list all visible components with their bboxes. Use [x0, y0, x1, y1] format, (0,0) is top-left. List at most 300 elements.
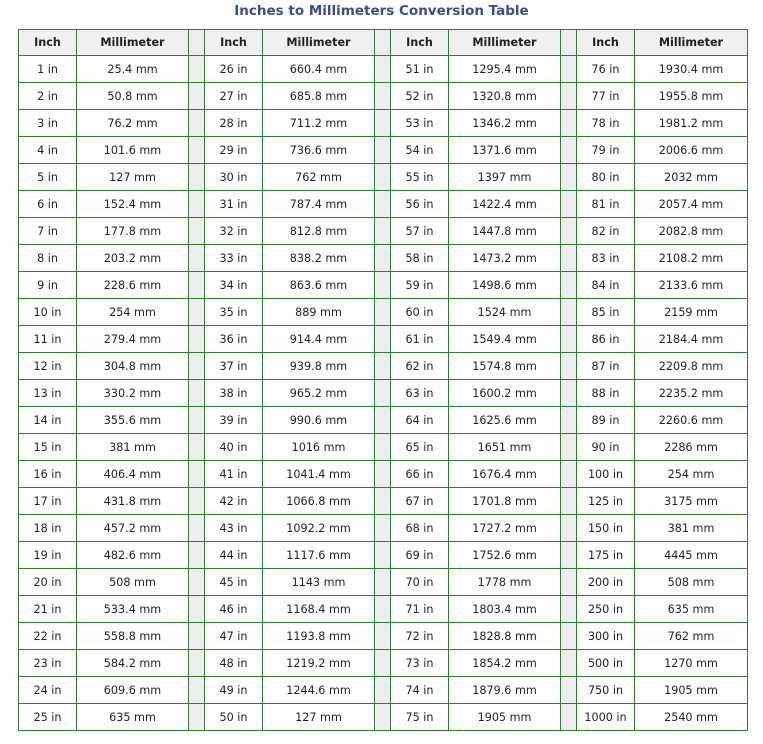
inch-cell: 55 in	[391, 164, 449, 191]
millimeter-cell: 1828.8 mm	[449, 623, 561, 650]
millimeter-cell: 101.6 mm	[77, 137, 189, 164]
table-row	[19, 56, 748, 83]
inch-cell: 175 in	[577, 542, 635, 569]
millimeter-cell: 304.8 mm	[77, 353, 189, 380]
column-gap	[189, 164, 205, 191]
millimeter-cell: 1320.8 mm	[449, 83, 561, 110]
millimeter-cell: 736.6 mm	[263, 137, 375, 164]
table-row	[19, 272, 748, 299]
column-gap	[561, 569, 577, 596]
millimeter-cell: 533.4 mm	[77, 596, 189, 623]
column-gap	[375, 137, 391, 164]
millimeter-cell: 2235.2 mm	[635, 380, 748, 407]
inch-cell: 19 in	[19, 542, 77, 569]
millimeter-column-header: Millimeter	[635, 30, 748, 56]
table-row	[19, 569, 748, 596]
inch-cell: 11 in	[19, 326, 77, 353]
column-gap	[561, 596, 577, 623]
inch-cell: 73 in	[391, 650, 449, 677]
inch-cell: 87 in	[577, 353, 635, 380]
inch-cell: 67 in	[391, 488, 449, 515]
millimeter-cell: 127 mm	[77, 164, 189, 191]
millimeter-cell: 1041.4 mm	[263, 461, 375, 488]
millimeter-cell: 1524 mm	[449, 299, 561, 326]
inch-cell: 61 in	[391, 326, 449, 353]
millimeter-cell: 1905 mm	[449, 704, 561, 731]
table-row	[19, 596, 748, 623]
inch-cell: 88 in	[577, 380, 635, 407]
millimeter-cell: 1422.4 mm	[449, 191, 561, 218]
inch-cell: 84 in	[577, 272, 635, 299]
millimeter-cell: 787.4 mm	[263, 191, 375, 218]
millimeter-cell: 2057.4 mm	[635, 191, 748, 218]
millimeter-cell: 1803.4 mm	[449, 596, 561, 623]
inch-cell: 27 in	[205, 83, 263, 110]
millimeter-cell: 381 mm	[635, 515, 748, 542]
millimeter-cell: 1752.6 mm	[449, 542, 561, 569]
millimeter-cell: 1879.6 mm	[449, 677, 561, 704]
column-gap	[561, 30, 577, 56]
inch-cell: 20 in	[19, 569, 77, 596]
column-gap	[561, 218, 577, 245]
column-gap	[189, 191, 205, 218]
inch-cell: 22 in	[19, 623, 77, 650]
millimeter-cell: 76.2 mm	[77, 110, 189, 137]
inch-cell: 53 in	[391, 110, 449, 137]
inch-cell: 30 in	[205, 164, 263, 191]
inch-cell: 54 in	[391, 137, 449, 164]
millimeter-cell: 203.2 mm	[77, 245, 189, 272]
inch-cell: 12 in	[19, 353, 77, 380]
inch-cell: 3 in	[19, 110, 77, 137]
millimeter-cell: 635 mm	[77, 704, 189, 731]
column-gap	[561, 542, 577, 569]
column-gap	[375, 83, 391, 110]
inch-cell: 200 in	[577, 569, 635, 596]
inch-cell: 48 in	[205, 650, 263, 677]
millimeter-cell: 635 mm	[635, 596, 748, 623]
column-gap	[189, 137, 205, 164]
millimeter-cell: 1143 mm	[263, 569, 375, 596]
millimeter-cell: 1244.6 mm	[263, 677, 375, 704]
inch-column-header: Inch	[577, 30, 635, 56]
inch-cell: 14 in	[19, 407, 77, 434]
millimeter-cell: 1447.8 mm	[449, 218, 561, 245]
column-gap	[189, 326, 205, 353]
column-gap	[375, 272, 391, 299]
inch-cell: 51 in	[391, 56, 449, 83]
column-gap	[189, 461, 205, 488]
millimeter-cell: 1117.6 mm	[263, 542, 375, 569]
inch-cell: 1 in	[19, 56, 77, 83]
inch-cell: 24 in	[19, 677, 77, 704]
inch-column-header: Inch	[391, 30, 449, 56]
millimeter-cell: 1295.4 mm	[449, 56, 561, 83]
column-gap	[189, 218, 205, 245]
millimeter-cell: 558.8 mm	[77, 623, 189, 650]
column-gap	[375, 110, 391, 137]
inch-cell: 52 in	[391, 83, 449, 110]
millimeter-cell: 1574.8 mm	[449, 353, 561, 380]
table-row	[19, 434, 748, 461]
millimeter-cell: 254 mm	[635, 461, 748, 488]
column-gap	[189, 110, 205, 137]
table-row	[19, 83, 748, 110]
inch-cell: 32 in	[205, 218, 263, 245]
inch-cell: 25 in	[19, 704, 77, 731]
column-gap	[561, 164, 577, 191]
millimeter-cell: 939.8 mm	[263, 353, 375, 380]
column-gap	[375, 380, 391, 407]
table-row	[19, 515, 748, 542]
millimeter-cell: 863.6 mm	[263, 272, 375, 299]
inch-cell: 37 in	[205, 353, 263, 380]
inch-cell: 85 in	[577, 299, 635, 326]
column-gap	[561, 110, 577, 137]
column-gap	[375, 650, 391, 677]
table-row	[19, 110, 748, 137]
column-gap	[189, 434, 205, 461]
inch-cell: 68 in	[391, 515, 449, 542]
table-row	[19, 461, 748, 488]
inch-cell: 72 in	[391, 623, 449, 650]
millimeter-cell: 711.2 mm	[263, 110, 375, 137]
inch-cell: 81 in	[577, 191, 635, 218]
inch-cell: 100 in	[577, 461, 635, 488]
inch-cell: 77 in	[577, 83, 635, 110]
column-gap	[189, 515, 205, 542]
inch-cell: 33 in	[205, 245, 263, 272]
table-row	[19, 677, 748, 704]
millimeter-cell: 1016 mm	[263, 434, 375, 461]
column-gap	[561, 272, 577, 299]
millimeter-cell: 1625.6 mm	[449, 407, 561, 434]
inch-cell: 15 in	[19, 434, 77, 461]
column-gap	[189, 299, 205, 326]
millimeter-cell: 1371.6 mm	[449, 137, 561, 164]
column-gap	[375, 353, 391, 380]
inch-cell: 56 in	[391, 191, 449, 218]
inch-column-header: Inch	[205, 30, 263, 56]
millimeter-cell: 1346.2 mm	[449, 110, 561, 137]
table-row	[19, 407, 748, 434]
column-gap	[189, 83, 205, 110]
millimeter-cell: 1905 mm	[635, 677, 748, 704]
column-gap	[189, 245, 205, 272]
inch-cell: 7 in	[19, 218, 77, 245]
column-gap	[375, 704, 391, 731]
inch-cell: 500 in	[577, 650, 635, 677]
millimeter-cell: 508 mm	[635, 569, 748, 596]
column-gap	[375, 434, 391, 461]
table-row	[19, 191, 748, 218]
column-gap	[189, 407, 205, 434]
column-gap	[375, 488, 391, 515]
millimeter-column-header: Millimeter	[449, 30, 561, 56]
inch-cell: 83 in	[577, 245, 635, 272]
column-gap	[561, 461, 577, 488]
column-gap	[561, 245, 577, 272]
inch-cell: 47 in	[205, 623, 263, 650]
inch-cell: 80 in	[577, 164, 635, 191]
column-gap	[561, 380, 577, 407]
column-gap	[189, 56, 205, 83]
millimeter-cell: 2032 mm	[635, 164, 748, 191]
column-gap	[375, 245, 391, 272]
inch-cell: 66 in	[391, 461, 449, 488]
inch-cell: 78 in	[577, 110, 635, 137]
millimeter-cell: 1930.4 mm	[635, 56, 748, 83]
header-row	[19, 30, 748, 56]
millimeter-cell: 2108.2 mm	[635, 245, 748, 272]
inch-cell: 8 in	[19, 245, 77, 272]
millimeter-cell: 990.6 mm	[263, 407, 375, 434]
millimeter-cell: 2006.6 mm	[635, 137, 748, 164]
inch-cell: 250 in	[577, 596, 635, 623]
millimeter-cell: 4445 mm	[635, 542, 748, 569]
millimeter-cell: 2184.4 mm	[635, 326, 748, 353]
column-gap	[561, 191, 577, 218]
inch-cell: 75 in	[391, 704, 449, 731]
column-gap	[561, 299, 577, 326]
millimeter-cell: 1397 mm	[449, 164, 561, 191]
inch-cell: 74 in	[391, 677, 449, 704]
inch-cell: 50 in	[205, 704, 263, 731]
millimeter-cell: 508 mm	[77, 569, 189, 596]
column-gap	[561, 623, 577, 650]
inch-cell: 150 in	[577, 515, 635, 542]
inch-cell: 65 in	[391, 434, 449, 461]
inch-cell: 60 in	[391, 299, 449, 326]
inch-cell: 16 in	[19, 461, 77, 488]
inch-cell: 31 in	[205, 191, 263, 218]
millimeter-cell: 1701.8 mm	[449, 488, 561, 515]
inch-cell: 26 in	[205, 56, 263, 83]
column-gap	[189, 704, 205, 731]
inch-column-header: Inch	[19, 30, 77, 56]
millimeter-cell: 1270 mm	[635, 650, 748, 677]
millimeter-cell: 1727.2 mm	[449, 515, 561, 542]
inch-cell: 35 in	[205, 299, 263, 326]
page-title: Inches to Millimeters Conversion Table	[234, 3, 529, 19]
millimeter-cell: 1981.2 mm	[635, 110, 748, 137]
millimeter-cell: 25.4 mm	[77, 56, 189, 83]
table-row	[19, 299, 748, 326]
millimeter-cell: 889 mm	[263, 299, 375, 326]
inch-cell: 46 in	[205, 596, 263, 623]
inch-cell: 44 in	[205, 542, 263, 569]
column-gap	[375, 596, 391, 623]
millimeter-cell: 1549.4 mm	[449, 326, 561, 353]
table-row	[19, 488, 748, 515]
inch-cell: 64 in	[391, 407, 449, 434]
column-gap	[375, 30, 391, 56]
millimeter-cell: 431.8 mm	[77, 488, 189, 515]
millimeter-cell: 279.4 mm	[77, 326, 189, 353]
millimeter-cell: 1600.2 mm	[449, 380, 561, 407]
inch-cell: 18 in	[19, 515, 77, 542]
column-gap	[375, 164, 391, 191]
inch-cell: 38 in	[205, 380, 263, 407]
millimeter-column-header: Millimeter	[263, 30, 375, 56]
table-row	[19, 380, 748, 407]
column-gap	[189, 596, 205, 623]
millimeter-cell: 2260.6 mm	[635, 407, 748, 434]
inch-cell: 1000 in	[577, 704, 635, 731]
column-gap	[561, 434, 577, 461]
inch-cell: 58 in	[391, 245, 449, 272]
inch-cell: 750 in	[577, 677, 635, 704]
inch-cell: 57 in	[391, 218, 449, 245]
inch-cell: 90 in	[577, 434, 635, 461]
millimeter-cell: 482.6 mm	[77, 542, 189, 569]
inch-cell: 5 in	[19, 164, 77, 191]
millimeter-cell: 1955.8 mm	[635, 83, 748, 110]
column-gap	[189, 677, 205, 704]
inch-cell: 23 in	[19, 650, 77, 677]
millimeter-cell: 584.2 mm	[77, 650, 189, 677]
inch-cell: 42 in	[205, 488, 263, 515]
millimeter-cell: 50.8 mm	[77, 83, 189, 110]
table-row	[19, 326, 748, 353]
millimeter-cell: 2209.8 mm	[635, 353, 748, 380]
millimeter-cell: 127 mm	[263, 704, 375, 731]
inch-cell: 40 in	[205, 434, 263, 461]
millimeter-cell: 1168.4 mm	[263, 596, 375, 623]
conversion-table	[18, 29, 748, 731]
column-gap	[375, 56, 391, 83]
millimeter-cell: 660.4 mm	[263, 56, 375, 83]
inch-cell: 6 in	[19, 191, 77, 218]
millimeter-cell: 838.2 mm	[263, 245, 375, 272]
millimeter-cell: 1498.6 mm	[449, 272, 561, 299]
table-row	[19, 542, 748, 569]
millimeter-cell: 152.4 mm	[77, 191, 189, 218]
inch-cell: 69 in	[391, 542, 449, 569]
millimeter-cell: 762 mm	[263, 164, 375, 191]
table-row	[19, 245, 748, 272]
millimeter-cell: 2159 mm	[635, 299, 748, 326]
inch-cell: 49 in	[205, 677, 263, 704]
column-gap	[375, 623, 391, 650]
millimeter-cell: 812.8 mm	[263, 218, 375, 245]
millimeter-cell: 457.2 mm	[77, 515, 189, 542]
table-row	[19, 353, 748, 380]
inch-cell: 28 in	[205, 110, 263, 137]
inch-cell: 34 in	[205, 272, 263, 299]
millimeter-cell: 2133.6 mm	[635, 272, 748, 299]
millimeter-cell: 1066.8 mm	[263, 488, 375, 515]
millimeter-cell: 355.6 mm	[77, 407, 189, 434]
column-gap	[189, 623, 205, 650]
millimeter-cell: 177.8 mm	[77, 218, 189, 245]
millimeter-cell: 2082.8 mm	[635, 218, 748, 245]
inch-cell: 71 in	[391, 596, 449, 623]
inch-cell: 300 in	[577, 623, 635, 650]
inch-cell: 17 in	[19, 488, 77, 515]
column-gap	[189, 353, 205, 380]
table-row	[19, 164, 748, 191]
column-gap	[375, 461, 391, 488]
millimeter-cell: 762 mm	[635, 623, 748, 650]
millimeter-cell: 1219.2 mm	[263, 650, 375, 677]
column-gap	[189, 272, 205, 299]
inch-cell: 62 in	[391, 353, 449, 380]
column-gap	[189, 542, 205, 569]
column-gap	[189, 488, 205, 515]
inch-cell: 59 in	[391, 272, 449, 299]
millimeter-cell: 2286 mm	[635, 434, 748, 461]
column-gap	[375, 569, 391, 596]
inch-cell: 45 in	[205, 569, 263, 596]
column-gap	[561, 326, 577, 353]
column-gap	[561, 83, 577, 110]
millimeter-cell: 254 mm	[77, 299, 189, 326]
column-gap	[561, 704, 577, 731]
millimeter-cell: 609.6 mm	[77, 677, 189, 704]
inch-cell: 41 in	[205, 461, 263, 488]
column-gap	[189, 30, 205, 56]
column-gap	[189, 380, 205, 407]
millimeter-cell: 1092.2 mm	[263, 515, 375, 542]
column-gap	[375, 677, 391, 704]
inch-cell: 63 in	[391, 380, 449, 407]
inch-cell: 4 in	[19, 137, 77, 164]
inch-cell: 89 in	[577, 407, 635, 434]
column-gap	[561, 407, 577, 434]
millimeter-cell: 1193.8 mm	[263, 623, 375, 650]
inch-cell: 43 in	[205, 515, 263, 542]
millimeter-cell: 406.4 mm	[77, 461, 189, 488]
column-gap	[189, 569, 205, 596]
column-gap	[561, 137, 577, 164]
millimeter-cell: 228.6 mm	[77, 272, 189, 299]
inch-cell: 125 in	[577, 488, 635, 515]
millimeter-cell: 1854.2 mm	[449, 650, 561, 677]
table-row	[19, 650, 748, 677]
column-gap	[375, 218, 391, 245]
inch-cell: 39 in	[205, 407, 263, 434]
millimeter-cell: 2540 mm	[635, 704, 748, 731]
inch-cell: 21 in	[19, 596, 77, 623]
column-gap	[375, 542, 391, 569]
millimeter-cell: 1473.2 mm	[449, 245, 561, 272]
millimeter-cell: 3175 mm	[635, 488, 748, 515]
inch-cell: 76 in	[577, 56, 635, 83]
table-row	[19, 218, 748, 245]
table-row	[19, 623, 748, 650]
inch-cell: 29 in	[205, 137, 263, 164]
column-gap	[561, 353, 577, 380]
inch-cell: 10 in	[19, 299, 77, 326]
inch-cell: 13 in	[19, 380, 77, 407]
millimeter-column-header: Millimeter	[77, 30, 189, 56]
column-gap	[375, 326, 391, 353]
table-row	[19, 137, 748, 164]
millimeter-cell: 965.2 mm	[263, 380, 375, 407]
column-gap	[189, 650, 205, 677]
column-gap	[561, 488, 577, 515]
column-gap	[375, 299, 391, 326]
inch-cell: 2 in	[19, 83, 77, 110]
millimeter-cell: 381 mm	[77, 434, 189, 461]
column-gap	[375, 191, 391, 218]
inch-cell: 36 in	[205, 326, 263, 353]
inch-cell: 82 in	[577, 218, 635, 245]
millimeter-cell: 1651 mm	[449, 434, 561, 461]
millimeter-cell: 1778 mm	[449, 569, 561, 596]
millimeter-cell: 330.2 mm	[77, 380, 189, 407]
